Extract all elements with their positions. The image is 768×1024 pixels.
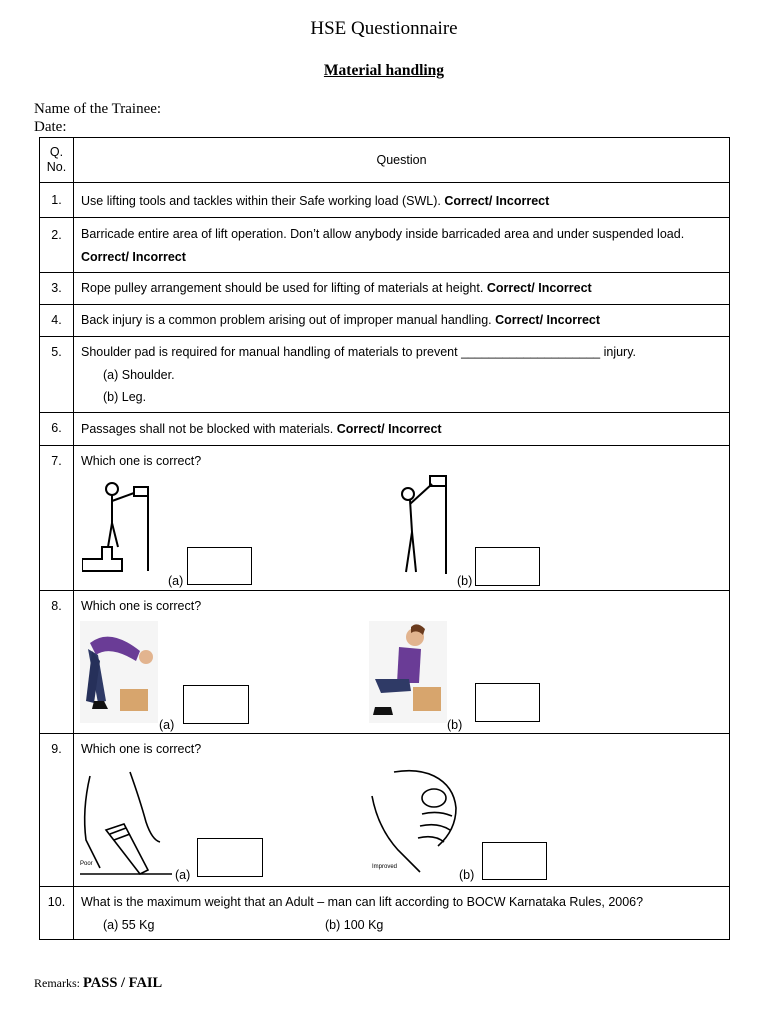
q9-caption-b: Improved (372, 864, 398, 870)
q3-correct-incorrect: Correct/ Incorrect (486, 281, 592, 295)
page-subtitle: Material handling (323, 62, 445, 79)
q5-option-a: (a) Shoulder. (103, 368, 175, 382)
table-row (40, 591, 730, 734)
q7-label-b: (b) (457, 574, 473, 588)
q9-text: Which one is correct? (81, 742, 202, 756)
q7-image-a-ladder-icon (82, 481, 162, 576)
table-row (40, 413, 730, 446)
q8-label-a: (a) (159, 718, 175, 732)
questionnaire-table (39, 137, 730, 940)
q8-text: Which one is correct? (81, 599, 202, 613)
q4-text-cell (74, 305, 730, 337)
table-row (40, 305, 730, 337)
q9-answer-box-a[interactable] (197, 838, 263, 877)
q10-option-b: (b) 100 Kg (325, 918, 384, 932)
q7-answer-box-b[interactable] (475, 547, 540, 586)
q5-option-b: (b) Leg. (103, 390, 147, 404)
table-row (40, 183, 730, 218)
q5-number: 5. (40, 337, 74, 413)
q3-text: Rope pulley arrangement should be used for lifting of materials at height. (81, 281, 484, 295)
q4-correct-incorrect: Correct/ Incorrect (495, 313, 601, 327)
table-header-row (40, 138, 730, 183)
q10-cell (74, 887, 730, 940)
q8-answer-box-a[interactable] (183, 685, 249, 724)
q7-answer-box-a[interactable] (187, 547, 252, 585)
q2-number: 2. (40, 218, 74, 273)
table-row (40, 734, 730, 887)
q9-image-a-poor-grip-icon (80, 770, 172, 878)
q9-label-a: (a) (175, 868, 191, 882)
q1-text: Use lifting tools and tackles within their Safe working load (SWL). (81, 194, 441, 208)
q5-text: Shoulder pad is required for manual handling of materials to prevent ____________________ injury. (81, 345, 637, 359)
q1-text-cell (74, 183, 730, 218)
q6-text: Passages shall not be blocked with materials. (81, 422, 334, 436)
q9-cell (74, 734, 730, 887)
q9-number: 9. (40, 734, 74, 887)
q1-correct-incorrect: Correct/ Incorrect (444, 194, 550, 208)
q8-label-b: (b) (447, 718, 463, 732)
q6-number: 6. (40, 413, 74, 446)
q8-cell (74, 591, 730, 734)
q7-cell (74, 446, 730, 591)
q1-number: 1. (40, 183, 74, 218)
q6-text-cell (74, 413, 730, 446)
q2-text-cell (74, 218, 730, 273)
page-title: HSE Questionnaire (310, 18, 458, 39)
header-question: Question (74, 138, 730, 183)
q8-image-a-bent-back-lift-icon (80, 621, 158, 723)
table-row (40, 218, 730, 273)
remarks-value: PASS / FAIL (83, 975, 163, 991)
remarks (34, 975, 162, 992)
q10-number: 10. (40, 887, 74, 940)
q9-caption-a: Poor (80, 861, 93, 867)
q8-number: 8. (40, 591, 74, 734)
header-q-no: Q. No. (40, 138, 74, 183)
q7-label-a: (a) (168, 574, 184, 588)
q7-image-b-wall-icon (392, 474, 452, 579)
date-label: Date: (34, 119, 67, 135)
q2-correct-incorrect: Correct/ Incorrect (81, 250, 186, 264)
q3-text-cell (74, 273, 730, 305)
table-row (40, 446, 730, 591)
q8-answer-box-b[interactable] (475, 683, 540, 722)
q4-number: 4. (40, 305, 74, 337)
table-row (40, 337, 730, 413)
q8-image-b-squat-lift-icon (369, 621, 447, 723)
q7-text: Which one is correct? (81, 454, 202, 468)
q9-answer-box-b[interactable] (482, 842, 547, 880)
table-row (40, 887, 730, 940)
q3-number: 3. (40, 273, 74, 305)
q6-correct-incorrect: Correct/ Incorrect (336, 422, 442, 436)
q9-label-b: (b) (459, 868, 475, 882)
q10-option-a: (a) 55 Kg (103, 918, 155, 932)
q2-text: Barricade entire area of lift operation. Don’t allow anybody inside barricaded area and under suspended load. (81, 227, 685, 241)
q10-text: What is the maximum weight that an Adult – man can lift according to BOCW Karnataka Rules, 2006? (81, 895, 644, 909)
trainee-name-label: Name of the Trainee: (34, 101, 162, 117)
table-row (40, 273, 730, 305)
q5-text-cell (74, 337, 730, 413)
q4-text: Back injury is a common problem arising out of improper manual handling. (81, 313, 492, 327)
q9-image-b-improved-grip-icon (368, 768, 460, 876)
q7-number: 7. (40, 446, 74, 591)
remarks-label: Remarks: (34, 976, 80, 990)
